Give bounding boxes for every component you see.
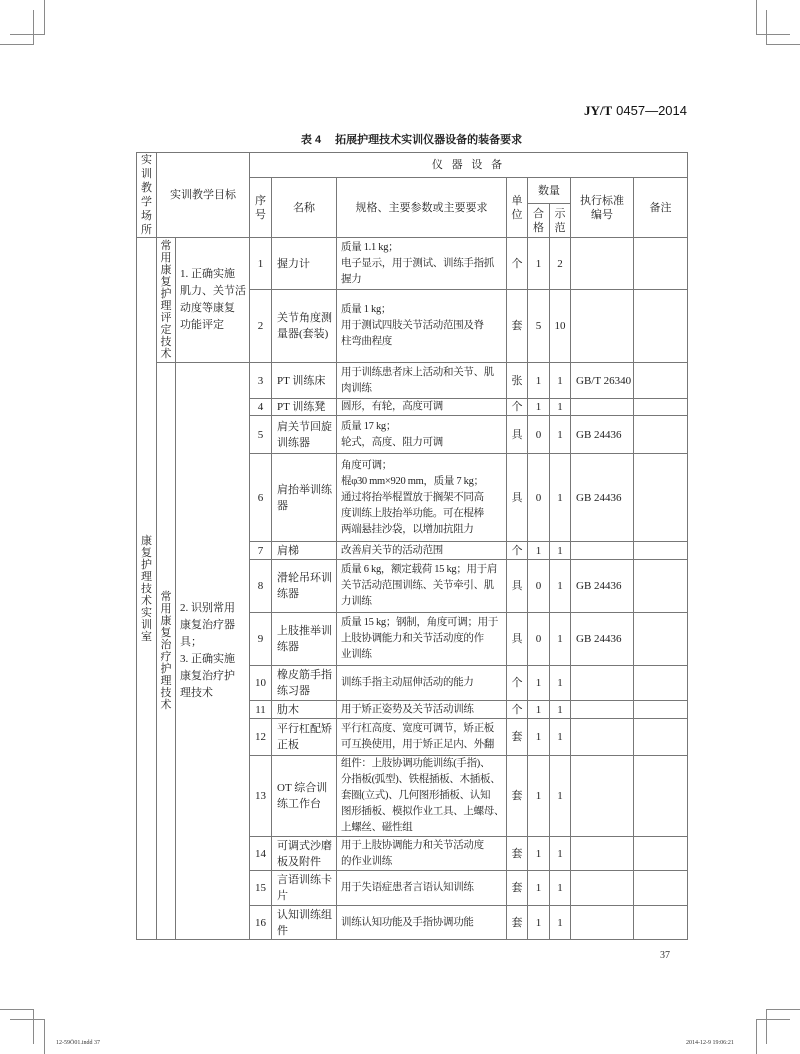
cell-spec: 用于训练患者床上活动和关节、肌 肉训练 [337, 363, 507, 399]
cell-standard: GB 24436 [571, 416, 634, 454]
crop-mark [756, 34, 790, 35]
cell-qty-demo: 1 [550, 363, 571, 399]
cell-unit: 张 [507, 363, 528, 399]
cell-qty-demo: 1 [550, 666, 571, 701]
cell-qty-qualified: 1 [528, 756, 550, 837]
cell-spec: 角度可调； 棍φ30 mm×920 mm，质量 7 kg； 通过将抬举棍置放于搁架不同高 度训练上肢抬举功能。可在棍棒 两端悬挂沙袋，以增加抗阻力 [337, 454, 507, 542]
cell-no: 10 [250, 666, 272, 701]
crop-mark [0, 44, 34, 45]
crop-mark [756, 1019, 757, 1054]
cell-name: 肩梯 [272, 542, 337, 560]
cell-remark [634, 756, 688, 837]
cell-spec: 平行杠高度、宽度可调节，矫正板 可互换使用，用于矫正足内、外翻 [337, 719, 507, 756]
standard-prefix: JY/T [583, 103, 613, 118]
cell-standard: GB 24436 [571, 454, 634, 542]
cell-standard: GB/T 26340 [571, 363, 634, 399]
cell-remark [634, 416, 688, 454]
crop-mark [766, 1009, 800, 1010]
footer-timestamp: 2014-12-9 19:06:21 [686, 1040, 734, 1046]
cell-qty-qualified: 1 [528, 399, 550, 416]
cell-qty-demo: 1 [550, 542, 571, 560]
cell-unit: 个 [507, 542, 528, 560]
cell-unit: 个 [507, 701, 528, 719]
table-caption [136, 133, 687, 147]
cell-training-area: 常用康复治疗护理技术 [157, 363, 176, 940]
cell-standard [571, 871, 634, 906]
cell-remark [634, 871, 688, 906]
header-goal: 实训教学目标 [157, 153, 250, 238]
header-equipment: 仪 器 设 备 [250, 153, 688, 178]
cell-standard [571, 837, 634, 871]
cell-standard [571, 666, 634, 701]
table-row [137, 238, 688, 290]
cell-standard [571, 399, 634, 416]
cell-site: 康复护理技术实训室 [137, 238, 157, 940]
cell-qty-qualified: 1 [528, 871, 550, 906]
cell-name: 可调式沙磨 板及附件 [272, 837, 337, 871]
cell-no: 1 [250, 238, 272, 290]
cell-qty-demo: 1 [550, 399, 571, 416]
cell-qty-qualified: 1 [528, 363, 550, 399]
cell-qty-demo: 1 [550, 560, 571, 613]
standard-code [584, 103, 687, 119]
cell-remark [634, 454, 688, 542]
crop-mark [0, 1009, 34, 1010]
header-qty-demo: 示范 [550, 204, 571, 238]
cell-no: 8 [250, 560, 272, 613]
cell-unit: 具 [507, 560, 528, 613]
crop-mark [33, 1009, 34, 1044]
cell-qty-qualified: 5 [528, 290, 550, 363]
cell-no: 14 [250, 837, 272, 871]
cell-qty-qualified: 0 [528, 454, 550, 542]
table-header [137, 153, 688, 238]
cell-no: 13 [250, 756, 272, 837]
cell-qty-demo: 10 [550, 290, 571, 363]
cell-spec: 组件：上肢协调功能训练(手指)、 分指板(弧型)、铁棍插板、木插板、 套圈(立式)、几何图形插板、认知 图形插板、模拟作业工具、上螺母、 上螺丝、磁性组 [337, 756, 507, 837]
cell-spec: 质量 1 kg； 用于测试四肢关节活动范围及脊 柱弯曲程度 [337, 290, 507, 363]
cell-qty-demo: 1 [550, 719, 571, 756]
crop-mark [766, 1009, 767, 1044]
cell-training-goal: 2. 识别常用 康复治疗器 具； 3. 正确实施 康复治疗护 理技术 [176, 363, 250, 940]
header-standard: 执行标准 编号 [571, 178, 634, 238]
cell-spec: 圆形，有轮，高度可调 [337, 399, 507, 416]
cell-unit: 具 [507, 454, 528, 542]
cell-remark [634, 542, 688, 560]
cell-name: PT 训练凳 [272, 399, 337, 416]
crop-mark [44, 1019, 45, 1054]
crop-mark [756, 0, 757, 34]
cell-remark [634, 906, 688, 940]
standard-number: 0457—2014 [616, 103, 687, 118]
cell-unit: 具 [507, 613, 528, 666]
cell-qty-qualified: 0 [528, 416, 550, 454]
cell-remark [634, 238, 688, 290]
header-remark: 备注 [634, 178, 688, 238]
cell-training-goal: 1. 正确实施 肌力、关节活 动度等康复 功能评定 [176, 238, 250, 363]
cell-qty-demo: 1 [550, 906, 571, 940]
footer-file-slug: 12-59Ō01.indd 37 [56, 1040, 100, 1046]
cell-unit: 套 [507, 756, 528, 837]
cell-qty-demo: 1 [550, 613, 571, 666]
cell-unit: 个 [507, 238, 528, 290]
cell-spec: 质量 17 kg； 轮式，高度、阻力可调 [337, 416, 507, 454]
cell-spec: 训练认知功能及手指协调功能 [337, 906, 507, 940]
cell-no: 11 [250, 701, 272, 719]
cell-spec: 质量 15 kg；钢制，角度可调；用于 上肢协调能力和关节活动度的作 业训练 [337, 613, 507, 666]
cell-qty-demo: 1 [550, 837, 571, 871]
cell-unit: 个 [507, 666, 528, 701]
cell-name: 肋木 [272, 701, 337, 719]
header-no: 序号 [250, 178, 272, 238]
crop-mark [10, 1019, 45, 1020]
crop-mark [44, 0, 45, 34]
page-number: 37 [660, 950, 670, 961]
cell-spec: 用于矫正姿势及关节活动训练 [337, 701, 507, 719]
cell-spec: 质量 1.1 kg； 电子显示，用于测试、训练手指抓 握力 [337, 238, 507, 290]
cell-qty-demo: 1 [550, 701, 571, 719]
cell-no: 9 [250, 613, 272, 666]
cell-name: 肩关节回旋 训练器 [272, 416, 337, 454]
cell-qty-qualified: 1 [528, 906, 550, 940]
cell-standard [571, 906, 634, 940]
cell-unit: 套 [507, 290, 528, 363]
header-name: 名称 [272, 178, 337, 238]
cell-qty-qualified: 1 [528, 666, 550, 701]
header-spec: 规格、主要参数或主要要求 [337, 178, 507, 238]
cell-qty-demo: 2 [550, 238, 571, 290]
cell-no: 7 [250, 542, 272, 560]
cell-no: 6 [250, 454, 272, 542]
cell-standard [571, 290, 634, 363]
cell-no: 5 [250, 416, 272, 454]
cell-remark [634, 837, 688, 871]
crop-mark [766, 44, 800, 45]
cell-spec: 改善肩关节的活动范围 [337, 542, 507, 560]
cell-remark [634, 560, 688, 613]
cell-qty-demo: 1 [550, 416, 571, 454]
cell-remark [634, 399, 688, 416]
cell-qty-qualified: 1 [528, 238, 550, 290]
cell-unit: 套 [507, 871, 528, 906]
equipment-table [136, 152, 688, 940]
cell-training-area: 常用康复护理评定技术 [157, 238, 176, 363]
header-site: 实训教学场所 [137, 153, 157, 238]
cell-name: OT 综合训 练工作台 [272, 756, 337, 837]
header-row [137, 153, 688, 178]
header-quantity: 数量 [528, 178, 571, 204]
cell-standard: GB 24436 [571, 613, 634, 666]
cell-name: 上肢推举训 练器 [272, 613, 337, 666]
cell-name: 握力计 [272, 238, 337, 290]
cell-spec: 用于上肢协调能力和关节活动度 的作业训练 [337, 837, 507, 871]
cell-no: 15 [250, 871, 272, 906]
cell-name: PT 训练床 [272, 363, 337, 399]
cell-remark [634, 613, 688, 666]
cell-standard [571, 238, 634, 290]
cell-unit: 套 [507, 837, 528, 871]
cell-remark [634, 719, 688, 756]
cell-name: 认知训练组 件 [272, 906, 337, 940]
table-body [137, 238, 688, 940]
header-qty-qualified: 合格 [528, 204, 550, 238]
cell-no: 16 [250, 906, 272, 940]
cell-qty-qualified: 1 [528, 701, 550, 719]
table-caption-label: 表 4 [300, 134, 322, 146]
cell-qty-demo: 1 [550, 871, 571, 906]
cell-remark [634, 701, 688, 719]
cell-qty-qualified: 1 [528, 542, 550, 560]
cell-standard: GB 24436 [571, 560, 634, 613]
cell-name: 关节角度测 量器(套装) [272, 290, 337, 363]
cell-qty-qualified: 1 [528, 837, 550, 871]
cell-unit: 个 [507, 399, 528, 416]
cell-name: 平行杠配矫 正板 [272, 719, 337, 756]
table-caption-title: 拓展护理技术实训仪器设备的装备要求 [335, 134, 523, 146]
cell-unit: 套 [507, 719, 528, 756]
cell-spec: 训练手指主动屈伸活动的能力 [337, 666, 507, 701]
cell-standard [571, 701, 634, 719]
cell-no: 2 [250, 290, 272, 363]
cell-unit: 具 [507, 416, 528, 454]
cell-standard [571, 756, 634, 837]
cell-no: 4 [250, 399, 272, 416]
cell-qty-demo: 1 [550, 454, 571, 542]
cell-name: 言语训练卡 片 [272, 871, 337, 906]
cell-spec: 用于失语症患者言语认知训练 [337, 871, 507, 906]
crop-mark [10, 34, 45, 35]
cell-name: 橡皮筋手指 练习器 [272, 666, 337, 701]
header-unit: 单位 [507, 178, 528, 238]
cell-name: 肩抬举训练 器 [272, 454, 337, 542]
cell-spec: 质量 6 kg，额定载荷 15 kg；用于肩 关节活动范围训练、关节牵引、肌 力训练 [337, 560, 507, 613]
cell-unit: 套 [507, 906, 528, 940]
cell-remark [634, 290, 688, 363]
cell-standard [571, 719, 634, 756]
crop-mark [756, 1019, 790, 1020]
cell-standard [571, 542, 634, 560]
table-row [137, 363, 688, 399]
cell-qty-qualified: 0 [528, 560, 550, 613]
cell-remark [634, 363, 688, 399]
cell-no: 3 [250, 363, 272, 399]
cell-no: 12 [250, 719, 272, 756]
cell-remark [634, 666, 688, 701]
cell-name: 滑轮吊环训 练器 [272, 560, 337, 613]
crop-mark [33, 10, 34, 44]
crop-mark [766, 10, 767, 44]
cell-qty-demo: 1 [550, 756, 571, 837]
cell-qty-qualified: 1 [528, 719, 550, 756]
cell-qty-qualified: 0 [528, 613, 550, 666]
